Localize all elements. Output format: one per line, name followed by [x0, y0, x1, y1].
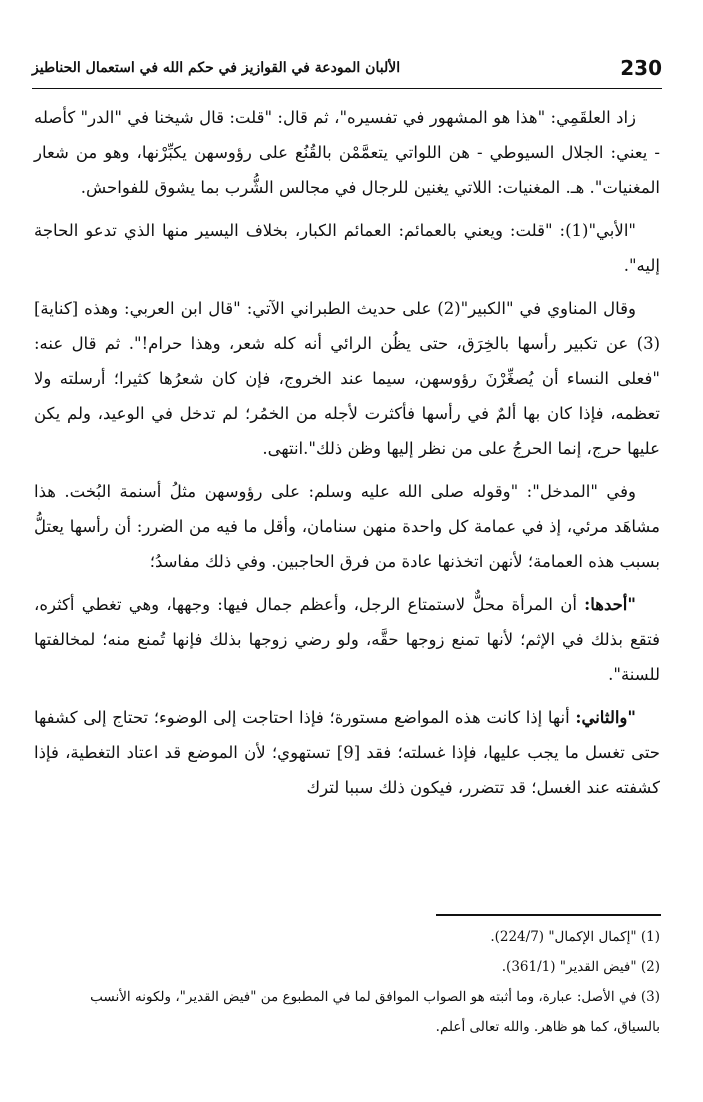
main-text [34, 100, 660, 813]
running-title: الألبان المودعة في القوازيز في حكم الله في استعمال الحناطيز [32, 60, 401, 76]
paragraph: "الأبي"(1): "قلت: ويعني بالعمائم: العمائم الكبار، بخلاف اليسير منها الذي تدعو الحاجة إليه". [34, 221, 660, 275]
page-number: 230 [620, 56, 662, 80]
page-header [32, 56, 662, 86]
footnote: (1) "إكمال الإكمال" (224/7). [490, 929, 660, 945]
footnote: (2) "فيض القدير" (361/1). [501, 959, 660, 975]
footnote: (3) في الأصل: عبارة، وما أثبته هو الصواب الموافق لما في المطبوع من "فيض القدير"، ولكونه الأنسب بالسياق، كما هو ظاهر. والله تعالى أعلم. [90, 989, 660, 1035]
paragraph: "أحدها: أن المرأة محلٌّ لاستمتاع الرجل، وأعظم جمال فيها: وجهها، وهي تغطي أكثره، فتقع بذلك في الإثم؛ لأنها تمنع زوجها حقَّه، ولو رضي زوجها بذلك فإنها تُمنع منه؛ لمخالفتها للسنة". [34, 595, 660, 684]
paragraph: "والثاني: أنها إذا كانت هذه المواضع مستورة؛ فإذا احتاجت إلى الوضوء؛ تحتاج إلى كشفها حتى تغسل ما يجب عليها، فإذا غسلته؛ فقد [9] تستهوي؛ لأن الموضع قد اعتاد التغطية، فإذا كشفته عند الغسل؛ قد تتضرر، فيكون ذلك سببا لترك [34, 708, 661, 797]
paragraph: زاد العلقَمِي: "هذا هو المشهور في تفسيره"، ثم قال: "قلت: قال شيخنا في "الدر" كأصله - يعني: الجلال السيوطي - هن اللواتي يتعمَّمْن بالقُنُع على رؤوسهن يكبِّرْنها، وهو من شعار المغنيات". هـ. المغنيات: اللاتي يغنين للرجال في مجالس الشُّرب بما يشوق للفواحش. [34, 108, 660, 197]
footnote-rule [436, 914, 661, 916]
footnotes [40, 922, 660, 1042]
paragraph-lead: "أحدها: [584, 595, 636, 614]
paragraph: وفي "المدخل": "وقوله صلى الله عليه وسلم: على رؤوسهن مثلُ أسنمة البُخت. هذا مشاهَد مرئي، إذ في عمامة كل واحدة منهن سنامان، وأقل ما فيه من الضرر: أن رأسها يعتلُّ بسبب هذه العمامة؛ لأنهن اتخذنها عادة من فرق الحاجبين. وفي ذلك مفاسدُ؛ [34, 482, 660, 571]
paragraph: وقال المناوي في "الكبير"(2) على حديث الطبراني الآتي: "قال ابن العربي: وهذه [كناية](3) عن تكبير رأسها بالخِرَق، حتى يظُن الرائي أنه كله شعر، وهذا حرام!". ثم قال عنه: "فعلى النساء أن يُصغِّرْنَ رؤوسهن، سيما عند الخروج، فإن كان شعرُها كثيرا؛ أرسلته ولا تعظمه، فإذا كان بها ألمٌ في رأسها فأكثرت لأجله من الخمُر؛ لم تدخل في الوعيد، ولم يكن عليها حرج، إنما الحرجُ على من نظر إليها وظن ذلك".انتهى. [34, 299, 660, 458]
header-rule [32, 88, 662, 89]
paragraph-lead: "والثاني: [575, 708, 636, 727]
